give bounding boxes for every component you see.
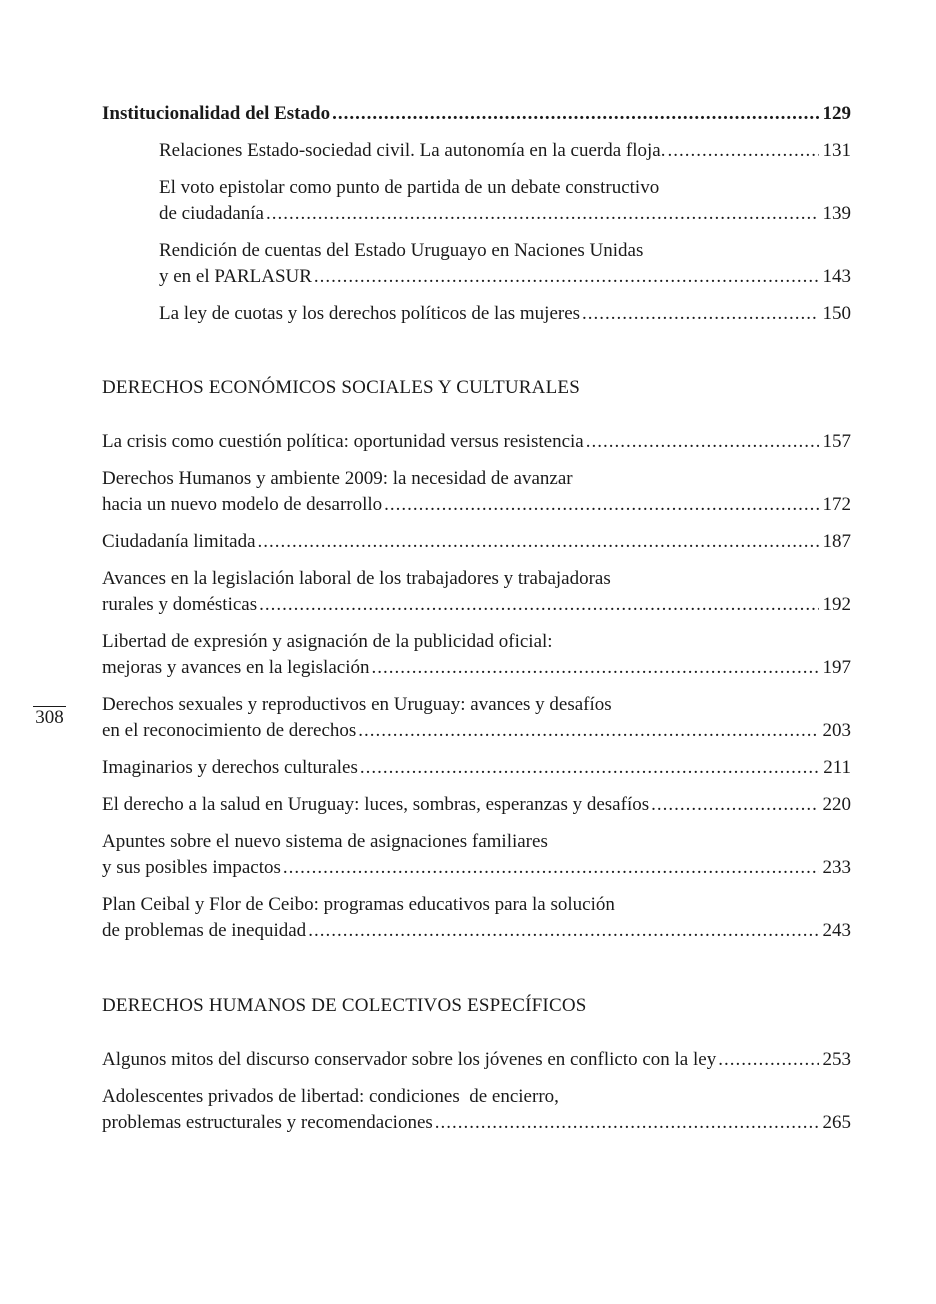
dot-leader xyxy=(283,855,819,881)
toc-entry-title: La crisis como cuestión política: oportunidad versus resistencia xyxy=(102,431,584,452)
toc-page-number: 265 xyxy=(822,1112,851,1133)
dot-leader xyxy=(360,755,819,781)
toc-entry-main xyxy=(102,101,851,127)
dot-leader xyxy=(435,1110,819,1136)
toc-entry xyxy=(102,429,851,455)
toc-entry-title: hacia un nuevo modelo de desarrollo xyxy=(102,494,383,515)
toc-entry-title: mejoras y avances en la legislación xyxy=(102,657,370,678)
toc-entry-title: en el reconocimiento de derechos xyxy=(102,720,357,741)
toc-entry-title: rurales y domésticas xyxy=(102,594,258,615)
toc-entry-title: Relaciones Estado-sociedad civil. La autonomía en la cuerda floja. xyxy=(159,140,666,161)
dot-leader xyxy=(308,918,819,944)
toc-entry-title: Imaginarios y derechos culturales xyxy=(102,757,358,778)
dot-leader xyxy=(358,718,819,744)
toc-entry-title-line: Rendición de cuentas del Estado Uruguayo en Naciones Unidas xyxy=(159,240,644,261)
toc-page-number: 172 xyxy=(822,494,851,515)
toc-entry-title: Ciudadanía limitada xyxy=(102,531,256,552)
dot-leader xyxy=(266,201,819,227)
toc-entry xyxy=(102,1084,851,1136)
toc-entry xyxy=(102,138,851,164)
toc-page-number: 187 xyxy=(822,531,851,552)
dot-leader xyxy=(667,138,819,164)
toc-entry-title-line: Derechos Humanos y ambiente 2009: la necesidad de avanzar xyxy=(102,468,573,489)
toc-page-number: 233 xyxy=(822,857,851,878)
toc-entry xyxy=(102,792,851,818)
toc-page-number: 157 xyxy=(822,431,851,452)
toc-entry xyxy=(102,892,851,944)
toc-entry-title-line: Apuntes sobre el nuevo sistema de asignaciones familiares xyxy=(102,831,548,852)
toc-page-number: 253 xyxy=(822,1049,851,1070)
dot-leader xyxy=(651,792,819,818)
dot-leader xyxy=(718,1047,819,1073)
toc-entry xyxy=(102,238,851,290)
toc-entry-title: Algunos mitos del discurso conservador sobre los jóvenes en conflicto con la ley xyxy=(102,1049,717,1070)
toc-page-number: 129 xyxy=(822,103,851,124)
toc-entry-title-line: Avances en la legislación laboral de los trabajadores y trabajadoras xyxy=(102,568,611,589)
toc-entry xyxy=(102,466,851,518)
dot-leader xyxy=(314,264,819,290)
toc-page-number: 139 xyxy=(822,203,851,224)
toc-page-number: 131 xyxy=(822,140,851,161)
toc-page-number: 243 xyxy=(822,920,851,941)
toc-entry xyxy=(102,529,851,555)
toc-entry-title-line: Libertad de expresión y asignación de la publicidad oficial: xyxy=(102,631,553,652)
toc-page-number: 203 xyxy=(822,720,851,741)
toc-entry-title: El derecho a la salud en Uruguay: luces, sombras, esperanzas y desafíos xyxy=(102,794,650,815)
toc-page-number: 192 xyxy=(822,594,851,615)
toc-page-number: 150 xyxy=(822,303,851,324)
dot-leader xyxy=(332,101,819,127)
toc-entry xyxy=(102,1047,851,1073)
section-heading: DERECHOS HUMANOS DE COLECTIVOS ESPECÍFICOS xyxy=(102,995,587,1016)
toc-page-number: 220 xyxy=(822,794,851,815)
dot-leader xyxy=(582,301,819,327)
toc-page-number: 143 xyxy=(822,266,851,287)
toc-entry xyxy=(102,755,851,781)
toc-entry-title: y en el PARLASUR xyxy=(159,266,312,287)
toc-entry xyxy=(102,566,851,618)
toc-entry-title: de ciudadanía xyxy=(159,203,264,224)
toc-entry xyxy=(102,692,851,744)
toc-entry-title-line: El voto epistolar como punto de partida de un debate constructivo xyxy=(159,177,660,198)
toc-entry xyxy=(102,829,851,881)
page-number: 308 xyxy=(33,706,66,729)
toc-entry-title: La ley de cuotas y los derechos políticos de las mujeres xyxy=(159,303,581,324)
toc-entry-title-line: Adolescentes privados de libertad: condiciones de encierro, xyxy=(102,1086,559,1107)
toc-entry-title-line: Plan Ceibal y Flor de Ceibo: programas educativos para la solución xyxy=(102,894,615,915)
dot-leader xyxy=(586,429,819,455)
dot-leader xyxy=(259,592,819,618)
toc-page-number: 211 xyxy=(823,757,851,778)
toc-entry-title-line: Derechos sexuales y reproductivos en Uruguay: avances y desafíos xyxy=(102,694,612,715)
toc-entry xyxy=(102,629,851,681)
toc-entry-title: y sus posibles impactos xyxy=(102,857,281,878)
dot-leader xyxy=(384,492,819,518)
toc-entry-title: de problemas de inequidad xyxy=(102,920,307,941)
toc-page-number: 197 xyxy=(822,657,851,678)
toc-entry xyxy=(102,175,851,227)
table-of-contents xyxy=(102,101,851,1136)
toc-entry-title: problemas estructurales y recomendaciones xyxy=(102,1112,433,1133)
toc-entry xyxy=(102,301,851,327)
toc-entry-title: Institucionalidad del Estado xyxy=(102,103,331,124)
dot-leader xyxy=(371,655,819,681)
section-heading: DERECHOS ECONÓMICOS SOCIALES Y CULTURALES xyxy=(102,377,580,398)
dot-leader xyxy=(258,529,819,555)
